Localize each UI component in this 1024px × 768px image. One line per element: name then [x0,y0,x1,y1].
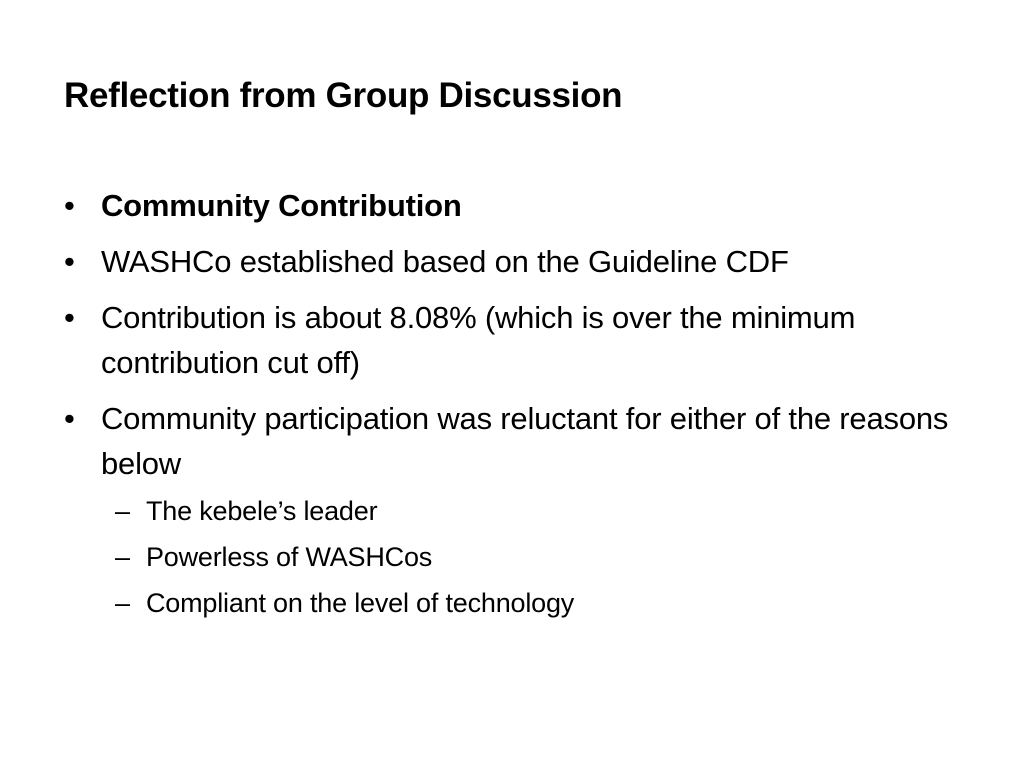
sub-bullet-marker: – [115,496,130,526]
sub-bullet-technology-level [101,582,964,624]
bullet-marker: • [64,244,75,279]
sub-bullet-powerless-washcos [101,536,964,578]
bullet-marker: • [64,188,75,223]
bullet-washco-established [64,239,964,284]
bullet-text: Community participation was reluctant for either of the reasons below [101,401,949,481]
sub-bullet-list [101,490,964,624]
sub-bullet-text: Compliant on the level of technology [146,588,575,618]
slide-title: Reflection from Group Discussion [64,76,623,115]
bullet-marker: • [64,401,75,436]
bullet-community-contribution [64,183,964,228]
bullet-text: WASHCo established based on the Guideline CDF [101,244,789,279]
sub-bullet-text: The kebele’s leader [146,496,378,526]
sub-bullet-kebele-leader [101,490,964,532]
bullet-text: Community Contribution [101,188,462,223]
bullet-community-participation [64,396,964,624]
bullet-contribution-percentage [64,295,964,385]
sub-bullet-text: Powerless of WASHCos [146,542,433,572]
bullet-marker: • [64,300,75,335]
sub-bullet-marker: – [115,542,130,572]
sub-bullet-marker: – [115,588,130,618]
bullet-text: Contribution is about 8.08% (which is over the minimum contribution cut off) [101,300,856,380]
bullet-list [64,183,964,635]
